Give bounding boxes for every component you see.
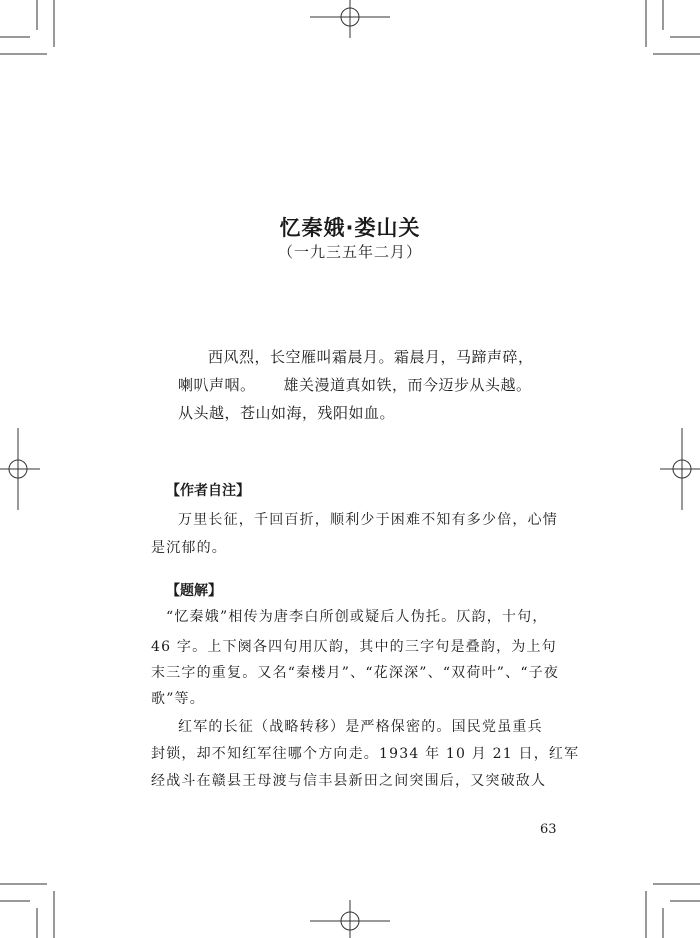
- poem-line: 西风烈，长空雁叫霜晨月。霜晨月，马蹄声碎，: [208, 348, 534, 366]
- poem-line: [178, 374, 532, 395]
- explanation-line: 封锁，却不知红军往哪个方向走。1934 年 10 月 21 日，红军: [151, 746, 580, 762]
- explanation-line: 红军的长征（战略转移）是严格保密的。国民党虽重兵: [178, 719, 543, 735]
- poem-date: （一九三五年二月）: [277, 243, 422, 261]
- registration-mark-right: [660, 428, 700, 510]
- author-note-line: 万里长征，千回百折，顺利少于困难不知有多少倍，心情: [178, 512, 558, 528]
- registration-mark-left: [0, 428, 40, 510]
- poem-line: 从头越，苍山如海，残阳如血。: [178, 404, 396, 422]
- registration-mark-top: [310, 0, 390, 38]
- author-note-line: 是沉郁的。: [151, 540, 227, 556]
- author-note-heading: 【作者自注】: [166, 483, 250, 499]
- explanation-line: “忆秦娥”相传为唐李白所创或疑后人伪托。仄韵，十句，: [166, 609, 548, 625]
- poem-title: 忆秦娥·娄山关: [279, 216, 421, 240]
- poem-segment: 雄关漫道真如铁，而今迈步从头越。: [283, 376, 532, 394]
- explanation-line: 46 字。上下阕各四句用仄韵，其中的三字句是叠韵，为上句: [151, 639, 557, 655]
- explanation-line: 经战斗在赣县王母渡与信丰县新田之间突围后，又突破敌人: [151, 773, 547, 789]
- registration-mark-bottom: [310, 900, 390, 938]
- explanation-heading: 【题解】: [166, 583, 222, 599]
- explanation-line: 歌”等。: [151, 691, 205, 707]
- page-number: 63: [540, 822, 557, 837]
- explanation-line: 末三字的重复。又名“秦楼月”、“花深深”、“双荷叶”、“子夜: [151, 665, 560, 681]
- poem-segment: 喇叭声咽。: [178, 376, 256, 394]
